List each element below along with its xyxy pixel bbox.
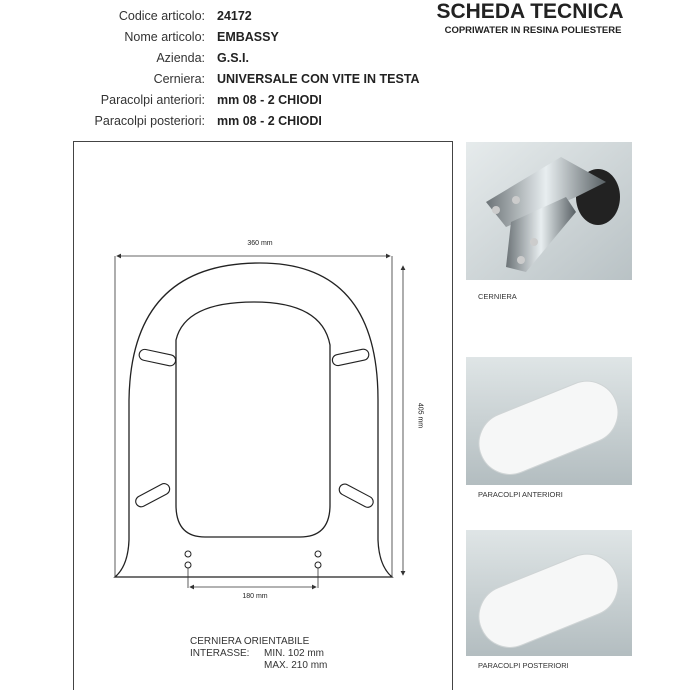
spacing-min: MIN. 102 mm <box>264 648 325 659</box>
height-dimension-label: 405 mm <box>416 402 424 429</box>
spacing-note-label: INTERASSE: <box>190 648 250 659</box>
spec-label: Codice articolo: <box>118 9 205 23</box>
width-dimension-label: 360 mm <box>247 240 273 247</box>
spec-label: Paracolpi anteriori: <box>100 93 205 107</box>
rear-bumper-photo <box>466 530 632 656</box>
spec-label: Nome articolo: <box>124 30 205 44</box>
spec-label: Cerniera: <box>153 72 205 86</box>
spec-label: Azienda: <box>156 51 205 65</box>
spec-value: 24172 <box>217 9 252 23</box>
photo-caption: PARACOLPI ANTERIORI <box>478 490 563 499</box>
spacing-max: MAX. 210 mm <box>264 660 328 671</box>
hinge-note: CERNIERA ORIENTABILE <box>190 636 310 647</box>
photo-caption: CERNIERA <box>478 292 517 301</box>
spec-value: EMBASSY <box>217 30 279 44</box>
spec-value: G.S.I. <box>217 51 249 65</box>
hole-spacing-label: 180 mm <box>242 593 268 600</box>
sheet-title: SCHEDA TECNICA <box>436 0 624 23</box>
photo-caption: PARACOLPI POSTERIORI <box>478 661 569 670</box>
sheet-subtitle: COPRIWATER IN RESINA POLIESTERE <box>444 25 622 36</box>
front-bumper-photo <box>466 357 632 485</box>
bumper-slots <box>134 348 375 509</box>
spec-label: Paracolpi posteriori: <box>94 114 205 128</box>
hinge-holes <box>185 551 321 568</box>
seat-inner-opening <box>176 302 330 537</box>
seat-outline <box>115 263 392 577</box>
hinge-photo <box>466 142 632 280</box>
spec-value: mm 08 - 2 CHIODI <box>217 114 322 128</box>
spec-value: mm 08 - 2 CHIODI <box>217 93 322 107</box>
spec-value: UNIVERSALE CON VITE IN TESTA <box>217 72 420 86</box>
